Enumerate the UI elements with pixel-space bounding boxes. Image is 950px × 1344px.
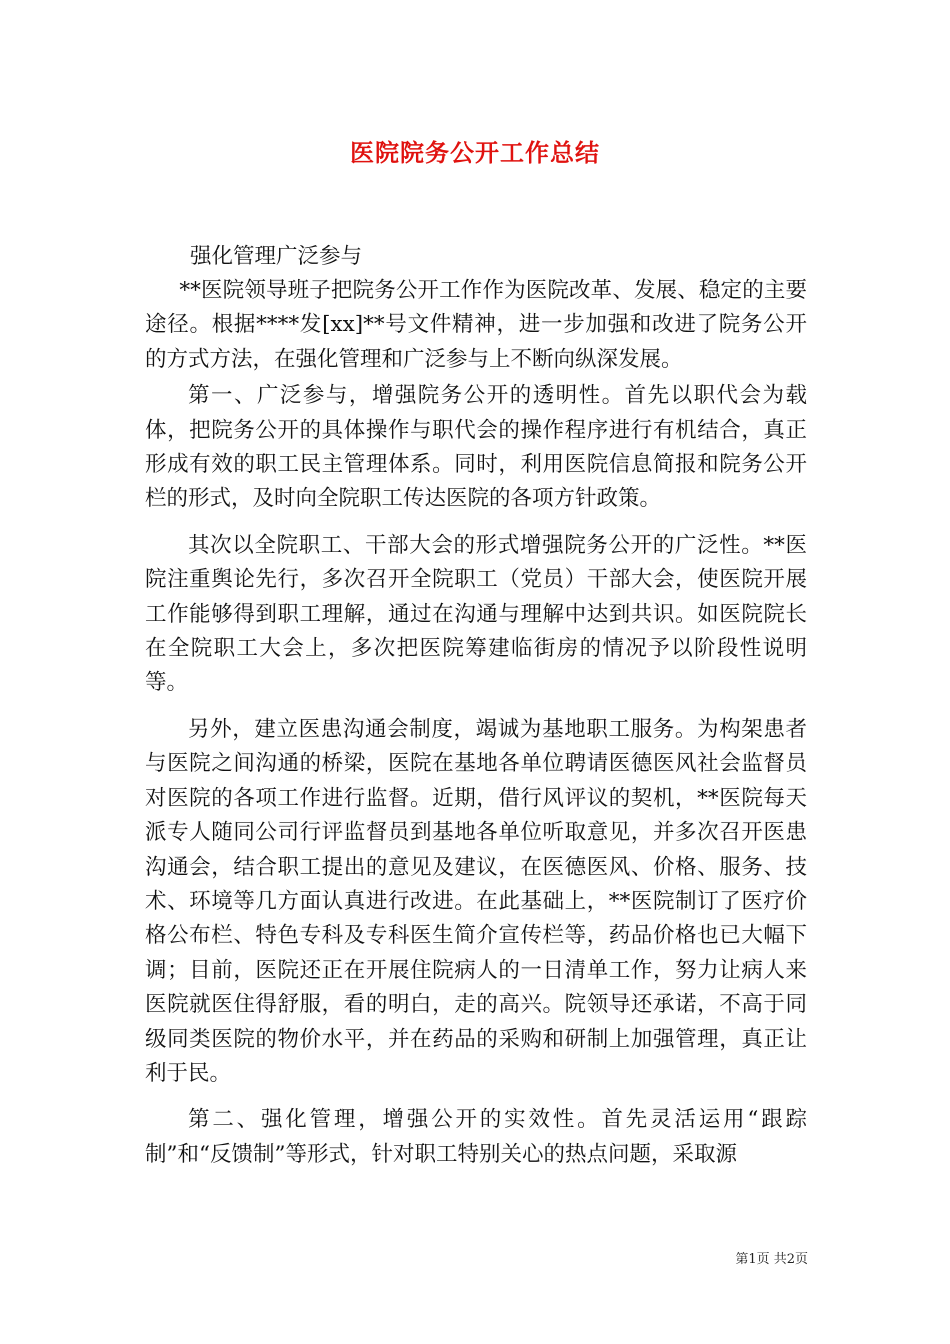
- paragraph-intro: **医院领导班子把院务公开工作作为医院改革、发展、稳定的主要途径。根据****发[xx]**号文件精神，进一步加强和改进了院务公开的方式方法，在强化管理和广泛参与上不断向纵深发展。: [145, 278, 807, 372]
- paragraph-second-point: 第二、强化管理，增强公开的实效性。首先灵活运用“跟踪制”和“反馈制”等形式，针对职工特别关心的热点问题，采取源: [145, 1107, 807, 1167]
- page-number: 第1页 共2页: [735, 1252, 808, 1267]
- paragraph-first-point: 第一、广泛参与，增强院务公开的透明性。首先以职代会为载体，把院务公开的具体操作与职代会的操作程序进行有机结合，真正形成有效的职工民主管理体系。同时，利用医院信息简报和院务公开栏的形式，及时向全院职工传达医院的各项方针政策。: [145, 383, 807, 512]
- document-body: [145, 274, 807, 1172]
- paragraph-second-part: 其次以全院职工、干部大会的形式增强院务公开的广泛性。**医院注重舆论先行，多次召开全院职工（党员）干部大会，使医院开展工作能够得到职工理解，通过在沟通与理解中达到共识。如医院院长在全院职工大会上，多次把医院筹建临街房的情况予以阶段性说明等。: [145, 532, 807, 696]
- section-subtitle: 强化管理广泛参与: [190, 244, 363, 269]
- paragraph-third-part: 另外，建立医患沟通会制度，竭诚为基地职工服务。为构架患者与医院之间沟通的桥梁，医院在基地各单位聘请医德医风社会监督员对医院的各项工作进行监督。近期，借行风评议的契机，**医院每天派专人随同公司行评监督员到基地各单位听取意见，并多次召开医患沟通会，结合职工提出的意见及建议，在医德医风、价格、服务、技术、环境等几方面认真进行改进。在此基础上，**医院制订了医疗价格公布栏、特色专科及专科医生简介宣传栏等，药品价格也已大幅下调；目前，医院还正在开展住院病人的一日清单工作，努力让病人来医院就医住得舒服，看的明白，走的高兴。院领导还承诺，不高于同级同类医院的物价水平，并在药品的采购和研制上加强管理，真正让利于民。: [145, 716, 807, 1086]
- page-title: 医院院务公开工作总结: [350, 138, 600, 167]
